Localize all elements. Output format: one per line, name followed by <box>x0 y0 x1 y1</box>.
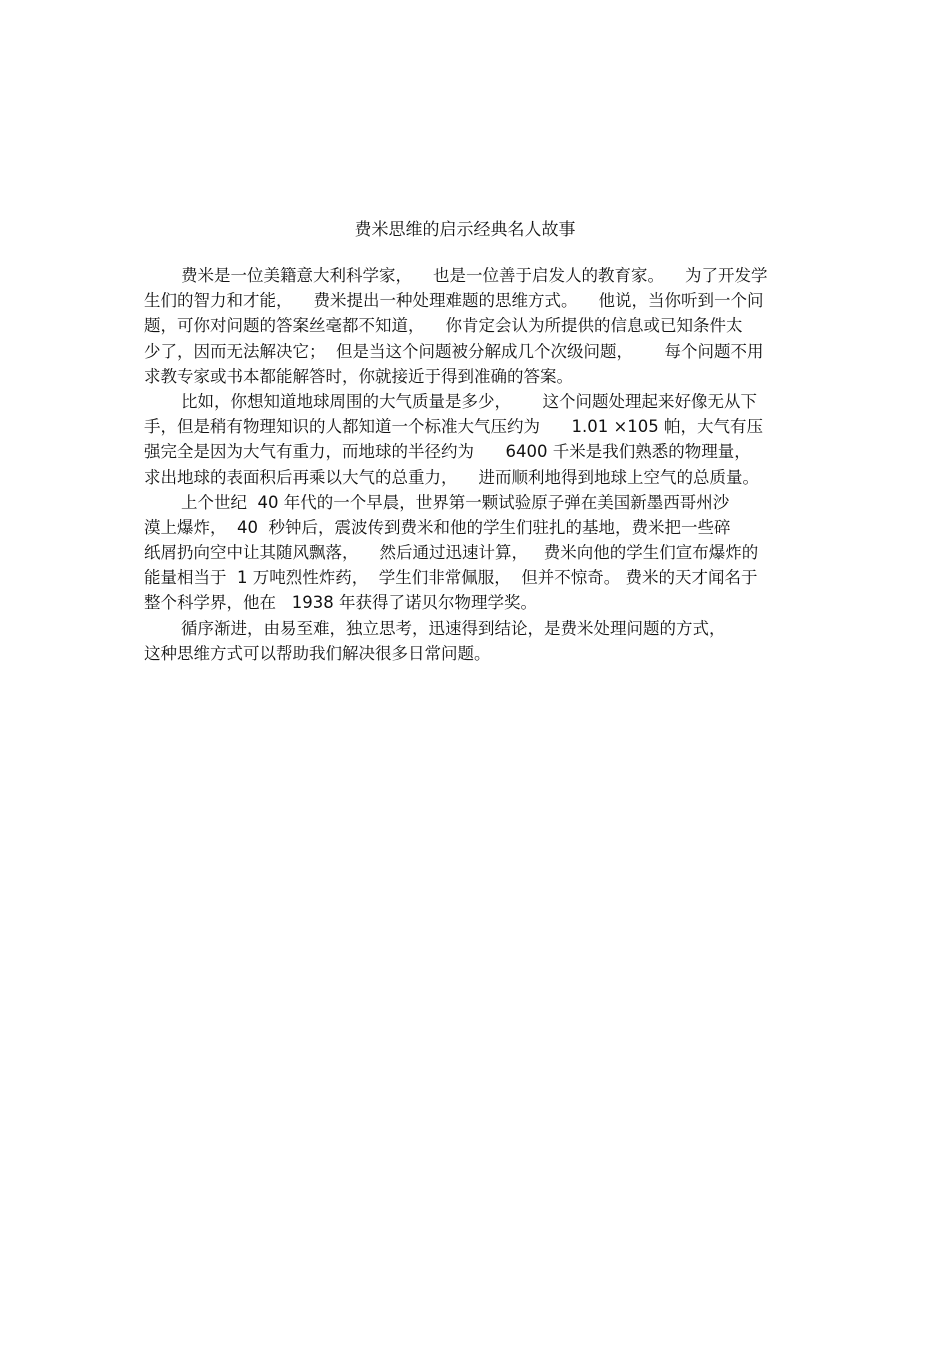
document-body <box>144 264 824 667</box>
text-line: 求出地球的表面积后再乘以大气的总重力， 进而顺利地得到地球上空气的总质量。 <box>144 467 759 487</box>
text-line: 纸屑扔向空中让其随风飘落， 然后通过迅速计算， 费米向他的学生们宣布爆炸的 <box>144 543 759 563</box>
text-line: 漠上爆炸， 40 秒钟后，震波传到费米和他的学生们驻扎的基地，费米把一些碎 <box>144 517 731 537</box>
document-title: 费米思维的启示经典名人故事 <box>354 220 576 240</box>
text-line: 这种思维方式可以帮助我们解决很多日常问题。 <box>144 643 491 663</box>
text-line: 手，但是稍有物理知识的人都知道一个标准大气压约为 1.01 ×105 帕，大气有压 <box>144 417 764 437</box>
text-line: 循序渐进，由易至难，独立思考，迅速得到结论，是费米处理问题的方式， <box>181 618 726 638</box>
text-line: 上个世纪 40 年代的一个早晨，世界第一颗试验原子弹在美国新墨西哥州沙 <box>181 492 730 512</box>
text-line: 整个科学界，他在 1938 年获得了诺贝尔物理学奖。 <box>144 593 537 613</box>
text-line: 能量相当于 1 万吨烈性炸药， 学生们非常佩服， 但并不惊奇。 费米的天才闻名于 <box>144 568 758 588</box>
text-line: 生们的智力和才能， 费米提出一种处理难题的思维方式。 他说，当你听到一个问 <box>144 291 764 311</box>
text-line: 强完全是因为大气有重力，而地球的半径约为 6400 千米是我们熟悉的物理量， <box>144 442 751 462</box>
text-line: 少了，因而无法解决它； 但是当这个问题被分解成几个次级问题， 每个问题不用 <box>144 341 764 361</box>
text-line: 求教专家或书本都能解答时，你就接近于得到准确的答案。 <box>144 366 573 386</box>
text-line: 比如，你想知道地球周围的大气质量是多少， 这个问题处理起来好像无从下 <box>181 391 757 411</box>
text-line: 费米是一位美籍意大利科学家， 也是一位善于启发人的教育家。 为了开发学 <box>181 266 768 285</box>
text-line: 题，可你对问题的答案丝毫都不知道， 你肯定会认为所提供的信息或已知条件太 <box>144 316 743 336</box>
